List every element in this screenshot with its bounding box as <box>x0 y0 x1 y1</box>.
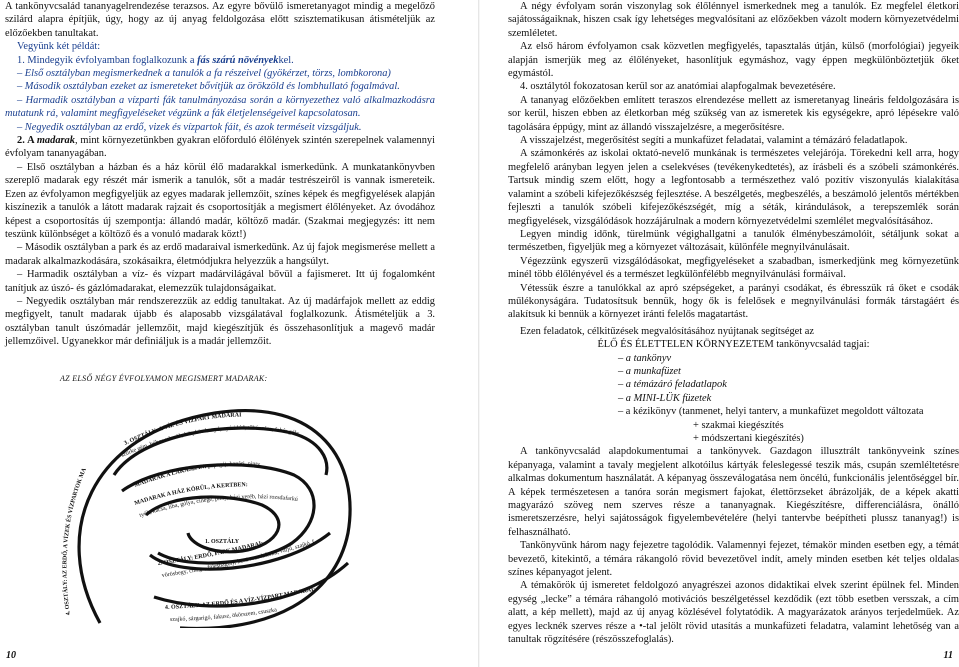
spiral-lines <box>79 411 350 628</box>
examples-intro: Vegyünk két példát: <box>17 41 101 53</box>
intro-paragraph: A tankönyvcsalád tananyagelrendezése terazsos. Az egyre bővülő ismeretanyagot mindig a megelőző szilárd alapra építjük, úgy, hogy az új anyag feldolgozása előtt szisztematikusan átismételjük az előzőekben tanultakat. <box>5 1 435 39</box>
item-2-suffix: , mint környezetünkben gyakran előforduló élőlények szintén szerepelnek valamennyi évfolyam tananyagában. <box>5 135 435 160</box>
left-page-number: 10 <box>6 650 16 661</box>
series-item-5: – a kézikönyv (tanmenet, helyi tanterv, a munkafüzet megoldott változata <box>618 406 924 418</box>
item-1-suffix: kel. <box>278 54 294 66</box>
left-column <box>5 0 435 349</box>
right-page <box>490 0 959 667</box>
spiral-diagram <box>30 383 430 628</box>
grade-4-title: 4. OSZTÁLY: AZ ERDŐ ÉS A VÍZ-VÍZPART MADARAI: <box>164 586 317 611</box>
item-1 <box>5 54 435 67</box>
trees-grade-3: – Harmadik osztályban a vízparti fák tanulmányozása során a környezethez való alkalmazkodásra mutatunk rá, valamint megfigyeléseket végzünk a fák életjelenségeivel kapcsolatosan. <box>5 94 435 120</box>
right-column <box>508 0 959 647</box>
grade-3-birds: szürke gém, búbos vöcsök, bütykös hattyú, nyári lúd, tőkés réce, fehér góly <box>120 425 300 459</box>
series-item-1: – a tankönyv <box>618 352 672 364</box>
series-sub-2: + módszertani kiegészítés) <box>693 433 804 444</box>
birds-grade-1: – Első osztályban a házban és a ház körül élő madarakkal ismerkedünk. A munkatankönyvben szereplő madarak egy részét már ismerik a tanulók, sőt a madár testrészeiről is vannak ismereteik. Ezen az évfolyamon megfigyeljük az egyes madarak jellemzőit, színes képek és megfigyelések alapján kiszínezik a tanulók a látott madarak rajzait és csoportosítják a megismert élőlényeket. Az óvodához képest a csoportosítás új szempontja: állandó madár, költöző madár. (Szakmai megjegyzés: itt nem teszünk különbséget a költöző és a vonuló madarak közt!) <box>5 161 435 240</box>
right-para-14: A témakörök új ismeretet feldolgozó anyagrészei azonos didaktikai elvek szerint épülnek fel. Minden egység „lecke” a témára ráhangoló motivációs beszélgetéssel kezdődik (ezt több esetben versszak, a cím alatt, a kép mellett), majd az új anyag közlésével folytatódik. A magyarázatok arányos terjedelműek. Az egyes lecknék szerves része a •-tal jelölt rövid utasítás a munkafüzeti feladatra, valamint lehetőség van a tanultak rögzítésére (részösszefoglalás). <box>508 580 959 646</box>
item-2-emphasis: madarak <box>36 135 75 147</box>
grade-1-label: 1. OSZTÁLY <box>205 539 240 545</box>
grade-1-garden-title: MADARAK A HÁZ KÖRÜL, A KERTBEN: <box>133 482 248 507</box>
trees-grade-1: – Első osztályban megismerkednek a tanulók a fa részeivel (gyökérzet, törzs, lombkorona) <box>17 68 391 80</box>
grade-3-title: 3. OSZTÁLY: A VÍZ ÉS VÍZPART MADARAI <box>123 412 242 447</box>
right-para-1: A négy évfolyam során viszonylag sok élőlénnyel ismerkednek meg a tanulók. Ez megfelel életkori sajátosságaiknak, hiszen csak így lehetséges megvalósítani az előzőekben vázolt modern környezetvédelmi szemléletet. <box>508 1 959 39</box>
grade-4-birds: szajkó, sárgarigó, fakusz, ökörszem, csuszka <box>169 607 278 623</box>
trees-grade-2: – Második osztályban ezeket az ismereteket bővítjük az örökzöld és lombhullató fogalmával. <box>17 81 400 93</box>
right-para-8: Végezzünk egyszerű vizsgálódásokat, megfigyeléseket a szabadban, ismerkedjünk meg környezetünk minél több élőlényével és a természet legkülönfélébb megnyilvánulási formáival. <box>508 255 959 281</box>
grade-1-indoor-title: MADARAK A LAKÁSBAN: papagáj, kanári, pinty <box>133 461 261 489</box>
series-item-4: – a MINI-LÜK füzetek <box>618 392 712 404</box>
figure-caption: AZ ELSŐ NÉGY ÉVFOLYAMON MEGISMERT MADARAK: <box>60 374 268 383</box>
page-gutter <box>478 0 480 667</box>
grade-2-title: 2. OSZTÁLY: ERDŐ, PARK MADARAI: <box>157 540 264 567</box>
right-para-7: Legyen mindig időnk, türelmünk végighallgatni a tanulók élménybeszámolóit, sétáljunk sokat a természetben, figyeljük meg a környezet változásait, különféle megnyilvánulásait. <box>508 228 959 254</box>
grade-2-birds: vörösbegy, cinege, fülesbagoly, kerti rozsdafarkú, varjú, szajkó, f <box>161 539 316 579</box>
item-2-prefix: 2. A <box>17 135 37 147</box>
right-para-13: Tankönyvünk három nagy fejezetre tagolódik. Valamennyi fejezet, témakör minden esetben egy, a témát bevezető, kitekintő, a témára rákangoló rövid bevezetővel indít, amely minden esetben két teljes oldalas színes képanyagot jelent. <box>508 540 959 579</box>
birds-spiral-figure <box>30 368 430 628</box>
grade-1-garden-birds: tyúk, kacsa, liba, gólya, cinege, pinty, házi veréb, házi rozsdafarkú <box>138 494 299 519</box>
birds-grade-3: – Harmadik osztályban a víz- és vízpart madárvilágával bővül a fajismeret. Itt új fogalomként tanítjuk az úszó- és gázlómadarakat, elemezzük tulajdonságaikat. <box>5 269 435 294</box>
series-sub-1: + szakmai kiegészítés <box>693 419 784 431</box>
item-1-emphasis: fás szárú növények <box>197 54 279 66</box>
trees-grade-4: – Negyedik osztályban az erdő, vizek és vízpartok fáit, és azok terméseit vizsgáljuk. <box>17 121 362 133</box>
grade-4-side-label: 4. OSZTÁLY: AZ ERDŐ, A VÍZEK ÉS VÍZPARTOK MA <box>62 467 88 616</box>
right-para-3: 4. osztálytól fokozatosan kerül sor az anatómiai alapfogalmak bevezetésére. <box>520 81 836 93</box>
right-para-9: Vétessük észre a tanulókkal az apró szépségeket, a parányi csodákat, és ébresszük rá őket e csodák műlékonyságára. Tudatosítsuk bennük, hogy ők is felelősek e megnyilvánulási formák társtagáért és alakítsuk ki bennük a környezet iránti felelős magatartást. <box>508 282 959 321</box>
right-para-12: A tankönyvcsalád alapdokumentumai a tankönyvek. Gazdagon illusztrált tankönyveink színes képanyaga, valamint a tavaly megjelent alkotóilus kártyák feleslegessé teszik más, csupán szemléltetésre alkalmas dokumentum használatát. A képanyag összeválogatása nem öncélú, funkcionális jelentőséggel bír. A képek természetesen a tanóra során megismert fajokat, élettörzseket ábrázolják, de a képek akatti magyarázó szöveg nem szerves része a tananyagnak. Kiegészítésre, differenciálásra, önálló ismeretszerzésre, helyi sajátosságok figyelembevételére (helyi tantervbe beépítheti plussz tananyag!) is felhasználható. <box>508 446 959 538</box>
series-item-2: – a munkafüzet <box>618 365 681 377</box>
left-page <box>0 0 470 667</box>
right-para-6: A számonkérés az iskolai oktató-nevelő munkának is természetes velejárója. Törekedni kell arra, hogy megfelelő arányban legyen jelen a cselekvéses (tevékenykedtetés), az írásbeli és a szóbeli számonkérés. Tartsuk mindig szem előtt, hogy a legfontosabb a természethez való pozitív viszonyulás kialakítása valamint a szóbeli kifejezőkészség fejlesztése. A beszélgetés, megbeszélés, a beszámoló jelentős mértékben fejleszti a tanulók szóbeli kifejezőkészségét, míg a séták, kirándulások, a terepszemlék során megfigyelések, vizsgálódások hozzájárulnak a modern környezetvédelmi szemlélet megvalósításához. <box>508 148 959 227</box>
series-item-3: – a témázáró feladatlapok <box>618 379 727 391</box>
birds-grade-2: – Második osztályban a park és az erdő madaraival ismerkedünk. Az új fajok megismerése mellett a madarak alkalmazkodására, szokásaikra, életmódjukra helyezzük a hangsúlyt. <box>5 242 435 267</box>
series-title: ÉLŐ ÉS ÉLETTELEN KÖRNYEZETEM tankönyvcsalád tagjai: <box>597 339 870 351</box>
item-2 <box>5 134 435 161</box>
birds-grade-4: – Negyedik osztályban már rendszerezzük az eddig tanultakat. Az új madárfajok mellett az eddig megfigyelt, tanult madarak újabb és alaposabb vizsgálatával foglalkozunk. Átismételjük a 3. osztályban tanult úszómadár jellemzőit, majd kiegészítjük és összehasonlítjuk a magevő madár jellemzőivel. Ugyanekkor már definiáljuk is a madár jellemzőit. <box>5 295 435 348</box>
item-1-prefix: 1. Mindegyik évfolyamban foglalkozunk a <box>17 54 198 66</box>
right-para-4: A tananyag előzőekben említett teraszos elrendezése mellett az ismeretanyag lineáris feldolgozására is sor kerül, hiszen ebben az életkorban még szükség van az ismeretek kis egységekre, apró lépésekre való tagolására éppúgy, mint az állandó visszajelzésre, a megerősítésre. <box>508 94 959 133</box>
right-para-5: A visszajelzést, megerősítést segíti a munkafüzet feladatai, valamint a témázáró feladatlapok. <box>520 135 908 147</box>
right-para-2: Az első három évfolyamon csak közvetlen megfigyelés, tapasztalás útján, külső (morfológiai) jegyeik alapján ismerjük meg az élőlényeket, hasonlítjuk egymáshoz, vagy éppen megkülönböztetjük őket egymástól. <box>508 41 959 80</box>
right-page-number: 11 <box>943 650 953 661</box>
right-para-10: Ezen feladatok, célkitűzések megvalósításához nyújtanak segítséget az <box>520 325 814 337</box>
